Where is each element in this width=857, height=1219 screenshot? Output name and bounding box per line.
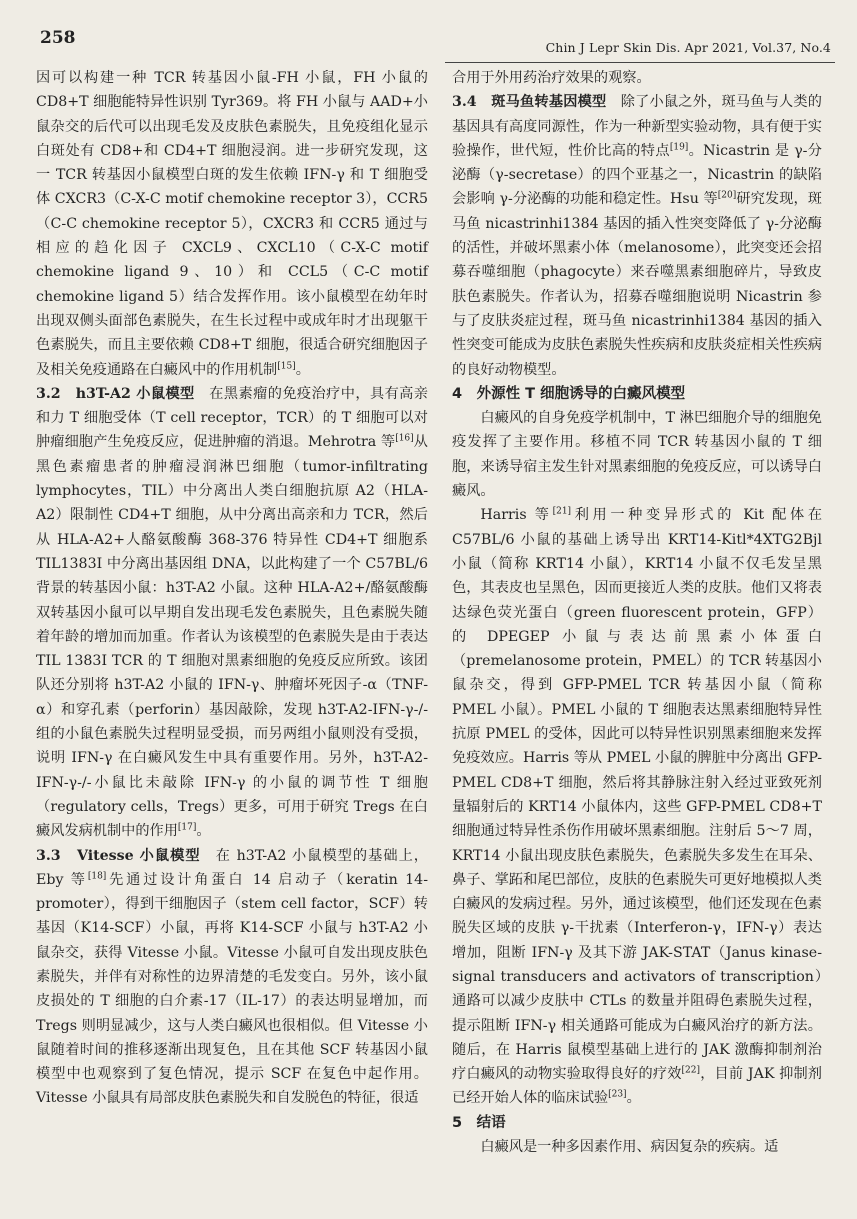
- paragraph: 白癜风是一种多因素作用、病因复杂的疾病。适: [480, 1139, 779, 1156]
- paragraph: Harris 等[21]利用一种变异形式的 Kit 配体在 C57BL/6 小鼠的基础上诱导出 KRT14-Kitl*4XTG2Bjl 小鼠（简称 KRT14 小鼠），KRT14 小鼠不仅毛发呈黑色，其表皮也呈黑色，因而更接近人类的皮肤。他们又将表达绿色荧光蛋白（green fluorescent protein，GFP）的 DPEGEP 小鼠与表达前黑素小体蛋白（premelanosome protein，PMEL）的 TCR 转基因小鼠杂交，得到 GFP-PMEL TCR 转基因小鼠（简称 PMEL 小鼠）。PMEL 小鼠的 T 细胞表达黑素细胞特异性抗原 PMEL 的受体，因此可以特异性识别黑素细胞来发挥免疫效应。Harris 等从 PMEL 小鼠的脾脏中分离出 GFP-PMEL CD8+T 细胞，然后将其静脉注射入经过亚致死剂量辐射后的 KRT14 小鼠体内，这些 GFP-PMEL CD8+T 细胞通过特异性杀伤作用破坏黑素细胞。注射后 5～7 周，KRT14 小鼠出现皮肤色素脱失，色素脱失多发生在耳朵、鼻子、掌跖和尾巴部位，皮肤的色素脱失可更好地模拟人类白癜风的发病过程。另外，通过该模型，他们还发现在色素脱失区域的皮肤 γ-干扰素（Interferon-γ，IFN-γ）表达增加，阻断 IFN-γ 及其下游 JAK-STAT（Janus kinase-signal transducers and activators of transcription）通路可以减少皮肤中 CTLs 的数量并阻碍色素脱失过程，提示阻断 IFN-γ 相关通路可能成为白癜风治疗的新方法。随后，在 Harris 鼠模型基础上进行的 JAK 激酶抑制剂治疗白癜风的动物实验取得良好的疗效[22]，目前 JAK 抑制剂已经开始人体的临床试验[23]。: [452, 506, 823, 1107]
- paragraph: 白癜风的自身免疫学机制中，T 淋巴细胞介导的细胞免疫发挥了主要作用。移植不同 TCR 转基因小鼠的 T 细胞，来诱导宿主发生针对黑素细胞的免疫反应，可以诱导白癜风。: [452, 410, 822, 500]
- subsection-heading: 3.4 斑马鱼转基因模型: [452, 94, 607, 111]
- header-rule: [445, 62, 835, 63]
- section-heading-4: 4 外源性 T 细胞诱导的白癜风模型: [452, 385, 686, 402]
- left-column: [36, 66, 428, 1111]
- paragraph: 因可以构建一种 TCR 转基因小鼠-FH 小鼠，FH 小鼠的 CD8+T 细胞能特异性识别 Tyr369。将 FH 小鼠与 AAD+小鼠杂交的后代可以出现毛发及皮肤色素脱失，且免疫组化显示白斑处有 CD8+和 CD4+T 细胞浸润。进一步研究发现，这一 TCR 转基因小鼠模型白斑的发生依赖 IFN-γ 和 T 细胞受体 CXCR3（C-X-C motif chemokine receptor 3），CCR5（C-C chemokine receptor 5），CXCR3 和 CCR5 通过与相应的趋化因子 CXCL9、CXCL10（C-X-C motif chemokine ligand 9、10）和 CCL5（C-C motif chemokine ligand 5）结合发挥作用。该小鼠模型在幼年时出现双侧头面部色素脱失，在生长过程中或成年时才出现躯干色素脱失，而且主要依赖 CD8+T 细胞，很适合研究细胞因子及相关免疫通路在白癜风中的作用机制[15]。: [36, 70, 428, 378]
- running-header: Chin J Lepr Skin Dis. Apr 2021, Vol.37, No.4: [545, 40, 831, 55]
- paragraph: 合用于外用药治疗效果的观察。: [452, 70, 651, 86]
- section-heading-5: 5 结语: [452, 1114, 506, 1131]
- subsection-heading: 3.3 Vitesse 小鼠模型: [36, 847, 201, 864]
- subsection-3-2: 3.2 h3T-A2 小鼠模型 在黑素瘤的免疫治疗中，具有高亲和力 T 细胞受体（T cell receptor，TCR）的 T 细胞可以对肿瘤细胞产生免疫反应，促进肿瘤的消退。Mehrotra 等[16]从黑色素瘤患者的肿瘤浸润淋巴细胞（tumor-infiltrating lymphocytes，TIL）中分离出人类白细胞抗原 A2（HLA-A2）限制性 CD4+T 细胞，从中分离出高亲和力 TCR，然后从 HLA-A2+人酪氨酸酶 368-376 特异性 CD4+T 细胞系 TIL1383I 中分离出基因组 DNA，以此构建了一个 C57BL/6 背景的转基因小鼠：h3T-A2 小鼠。这种 HLA-A2+/酪氨酸酶双转基因小鼠可以早期自发出现毛发色素脱失，且色素脱失随着年龄的增加而加重。作者认为该模型的色素脱失是由于表达 TIL 1383I TCR 的 T 细胞对黑素细胞的免疫反应所致。该团队还分别将 h3T-A2 小鼠的 IFN-γ、肿瘤坏死因子-α（TNF-α）和穿孔素（perforin）基因敲除，发现 h3T-A2-IFN-γ-/-组的小鼠色素脱失过程明显受损，而另两组小鼠则没有受损，说明 IFN-γ 在白癜风发生中具有重要作用。另外，h3T-A2-IFN-γ-/-小鼠比未敲除 IFN-γ 的小鼠的调节性 T 细胞（regulatory cells，Tregs）更多，可用于研究 Tregs 在白癜风发病机制中的作用[17]。: [36, 385, 428, 840]
- subsection-3-3: 3.3 Vitesse 小鼠模型 在 h3T-A2 小鼠模型的基础上，Eby 等[18]先通过设计角蛋白 14 启动子（keratin 14-promoter），得到干细胞因子（stem cell factor，SCF）转基因（K14-SCF）小鼠，再将 K14-SCF 小鼠与 h3T-A2 小鼠杂交，获得 Vitesse 小鼠。Vitesse 小鼠可自发出现皮肤色素脱失，并伴有对称性的边界清楚的毛发变白。另外，该小鼠皮损处的 T 细胞的白介素-17（IL-17）的表达明显增加，而 Tregs 则明显减少，这与人类白癜风也很相似。但 Vitesse 小鼠随着时间的推移逐渐出现复色，且在其他 SCF 转基因小鼠模型中也观察到了复色情况，提示 SCF 在复色中起作用。Vitesse 小鼠具有局部皮肤色素脱失和自发脱色的特征，很适: [36, 847, 428, 1107]
- subsection-heading: 3.2 h3T-A2 小鼠模型: [36, 385, 195, 402]
- subsection-3-4: 3.4 斑马鱼转基因模型 除了小鼠之外，斑马鱼与人类的基因具有高度同源性，作为一种新型实验动物，具有便于实验操作，世代短，性价比高的特点[19]。Nicastrin 是 γ-分泌酶（γ-secretase）的四个亚基之一，Nicastrin 的缺陷会影响 γ-分泌酶的功能和稳定性。Hsu 等[20]研究发现，斑马鱼 nicastrinhi1384 基因的插入性突变降低了 γ-分泌酶的活性，并破坏黑素小体（melanosome），此突变还会招募吞噬细胞（phagocyte）来吞噬黑素细胞碎片，导致皮肤色素脱失。作者认为，招募吞噬细胞说明 Nicastrin 参与了皮肤炎症过程，斑马鱼 nicastrinhi1384 基因的插入性突变可能成为皮肤色素脱失性疾病和皮肤炎症相关性疾病的良好动物模型。: [452, 94, 822, 378]
- right-column: [452, 66, 822, 1159]
- page-number: 258: [40, 28, 76, 48]
